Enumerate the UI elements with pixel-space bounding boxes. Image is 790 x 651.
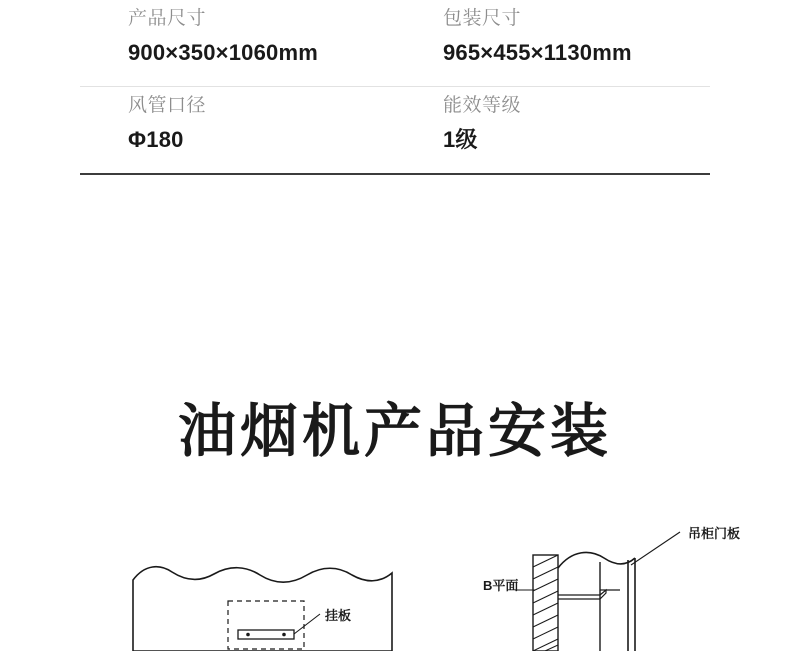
label-hanging-plate: 挂板 [325,608,352,623]
screw-hole-icon [246,633,250,637]
spec-label: 产品尺寸 [128,8,207,29]
spec-value: 900×350×1060mm [128,40,318,65]
spec-cell-energy-grade [395,91,710,157]
spec-row [80,87,710,175]
leader-line-cabinet-door [631,532,680,565]
spec-label: 包装尺寸 [443,8,522,29]
spec-cell-duct-diameter [80,91,395,157]
label-cabinet-door: 吊柜门板 [688,526,741,541]
spec-cell-product-size [80,4,395,70]
right-panel-torn-edge [558,552,635,568]
spec-table [80,0,710,175]
spec-label: 能效等级 [443,95,522,116]
installation-diagram [0,520,790,651]
wall-section [533,555,558,651]
spec-row [80,0,710,87]
spec-label: 风管口径 [128,95,207,116]
spec-value: Φ180 [128,127,184,152]
installation-diagram-svg [0,520,790,651]
spec-value: 965×455×1130mm [443,40,632,65]
label-b-plane: B平面 [483,578,519,593]
spec-value: 1级 [443,127,478,152]
screw-hole-icon [282,633,286,637]
section-heading: 油烟机产品安装 [177,399,612,464]
spec-cell-package-size [395,4,710,70]
